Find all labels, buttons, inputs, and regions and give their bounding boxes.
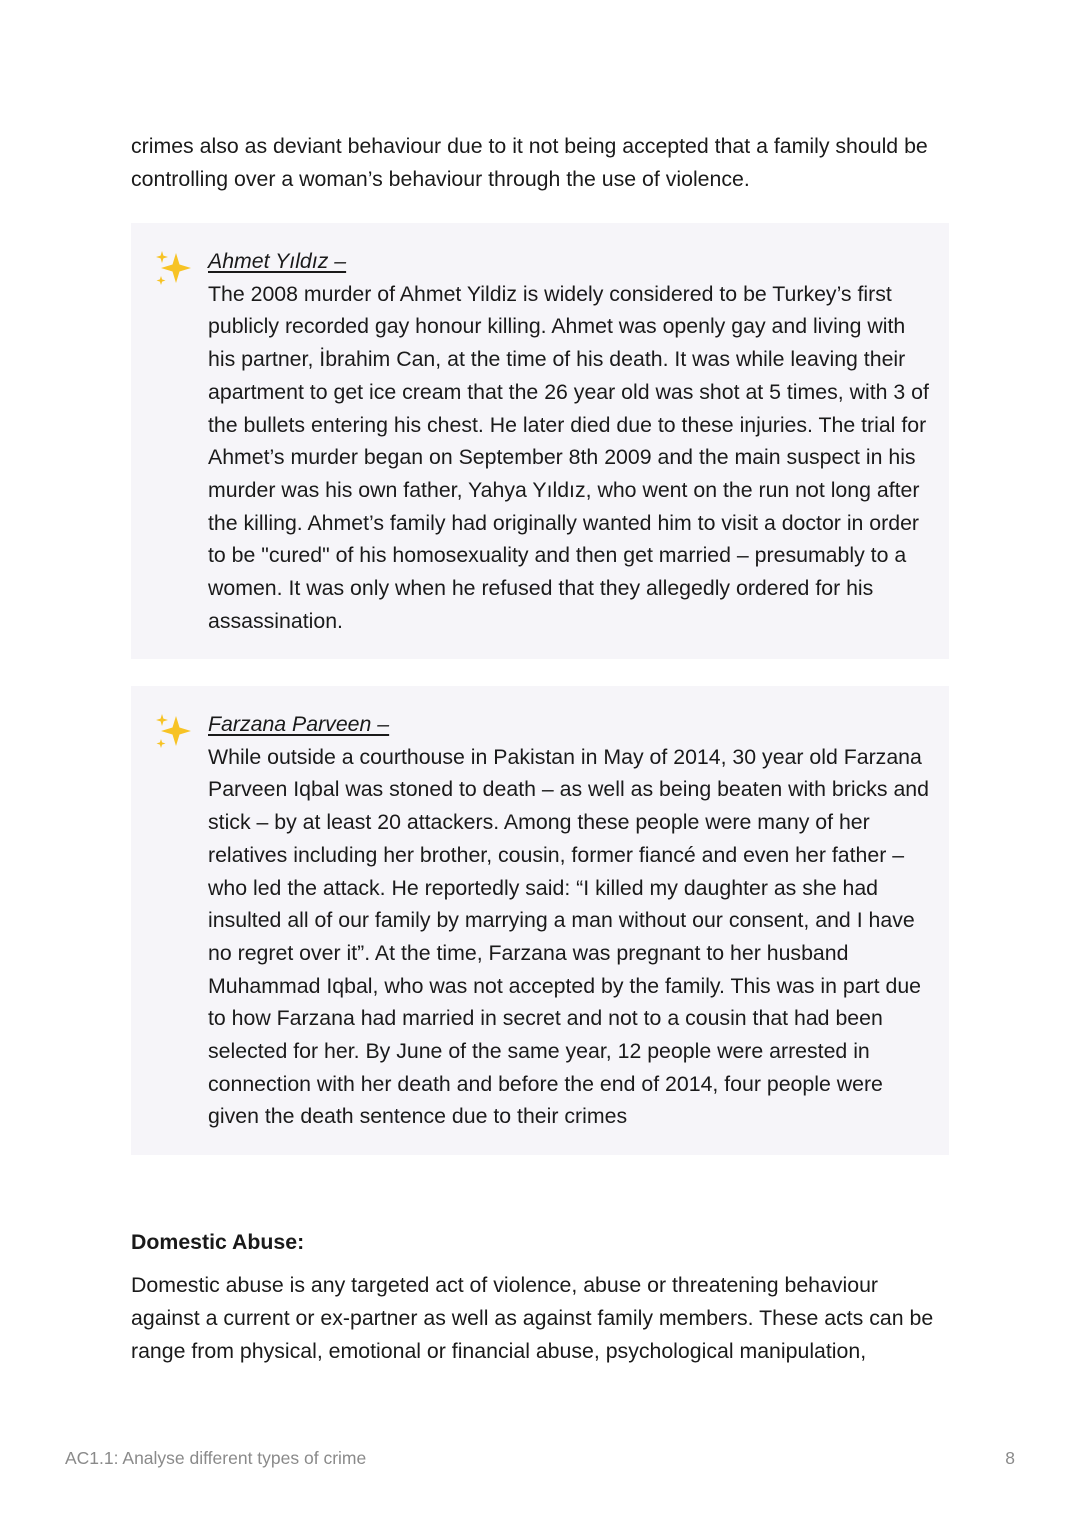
callout-farzana-parveen bbox=[131, 686, 949, 1155]
sparkles-icon bbox=[153, 249, 193, 289]
callout-text: While outside a courthouse in Pakistan in May of 2014, 30 year old Farzana Parveen Iqbal was stoned to death – as well as being beaten with bricks and stick – by at least 20 attackers. Among these people were many of her relatives including her brother, cousin, former fiancé and even her father – who led the attack. He reportedly said: “I killed my daughter as she had insulted all of our family by marrying a man without our consent, and I have no regret over it”. At the time, Farzana was pregnant to her husband Muhammad Iqbal, who was not accepted by the family. This was in part due to how Farzana had married in secret and not to a cousin that had been selected for her. By June of the same year, 12 people were arrested in connection with her death and before the end of 2014, four people were given the death sentence due to their crimes bbox=[208, 744, 929, 1129]
callout-text: The 2008 murder of Ahmet Yildiz is widely considered to be Turkey’s first publicly recorded gay honour killing. Ahmet was openly gay and living with his partner, İbrahim Can, at the time of his death. It was while leaving their apartment to get ice cream that the 26 year old was shot at 5 times, with 3 of the bullets entering his chest. He later died due to these injuries. The trial for Ahmet’s murder began on September 8th 2009 and the main suspect in his murder was his own father, Yahya Yıldız, who went on the run not long after the killing. Ahmet’s family had originally wanted him to visit a doctor in order to be "cured" of his homosexuality and then get married – presumably to a women. It was only when he refused that they allegedly ordered for his assassination. bbox=[208, 281, 929, 633]
footer-title: AC1.1: Analyse different types of crime bbox=[65, 1448, 367, 1468]
page-number: 8 bbox=[1005, 1448, 1015, 1468]
callout-ahmet-yildiz bbox=[131, 223, 949, 659]
callout-heading: Farzana Parveen – bbox=[208, 712, 390, 736]
section-paragraph: Domestic abuse is any targeted act of violence, abuse or threatening behaviour against a current or ex-partner as well as against family members. These acts can be range from physical, emotional or financial abuse, psychological manipulation, bbox=[131, 1273, 934, 1363]
intro-paragraph: crimes also as deviant behaviour due to it not being accepted that a family should be controlling over a woman’s behaviour through the use of violence. bbox=[131, 134, 928, 191]
sparkles-icon bbox=[153, 712, 193, 752]
section-title: Domestic Abuse: bbox=[131, 1230, 305, 1254]
callout-heading: Ahmet Yıldız – bbox=[208, 249, 347, 273]
